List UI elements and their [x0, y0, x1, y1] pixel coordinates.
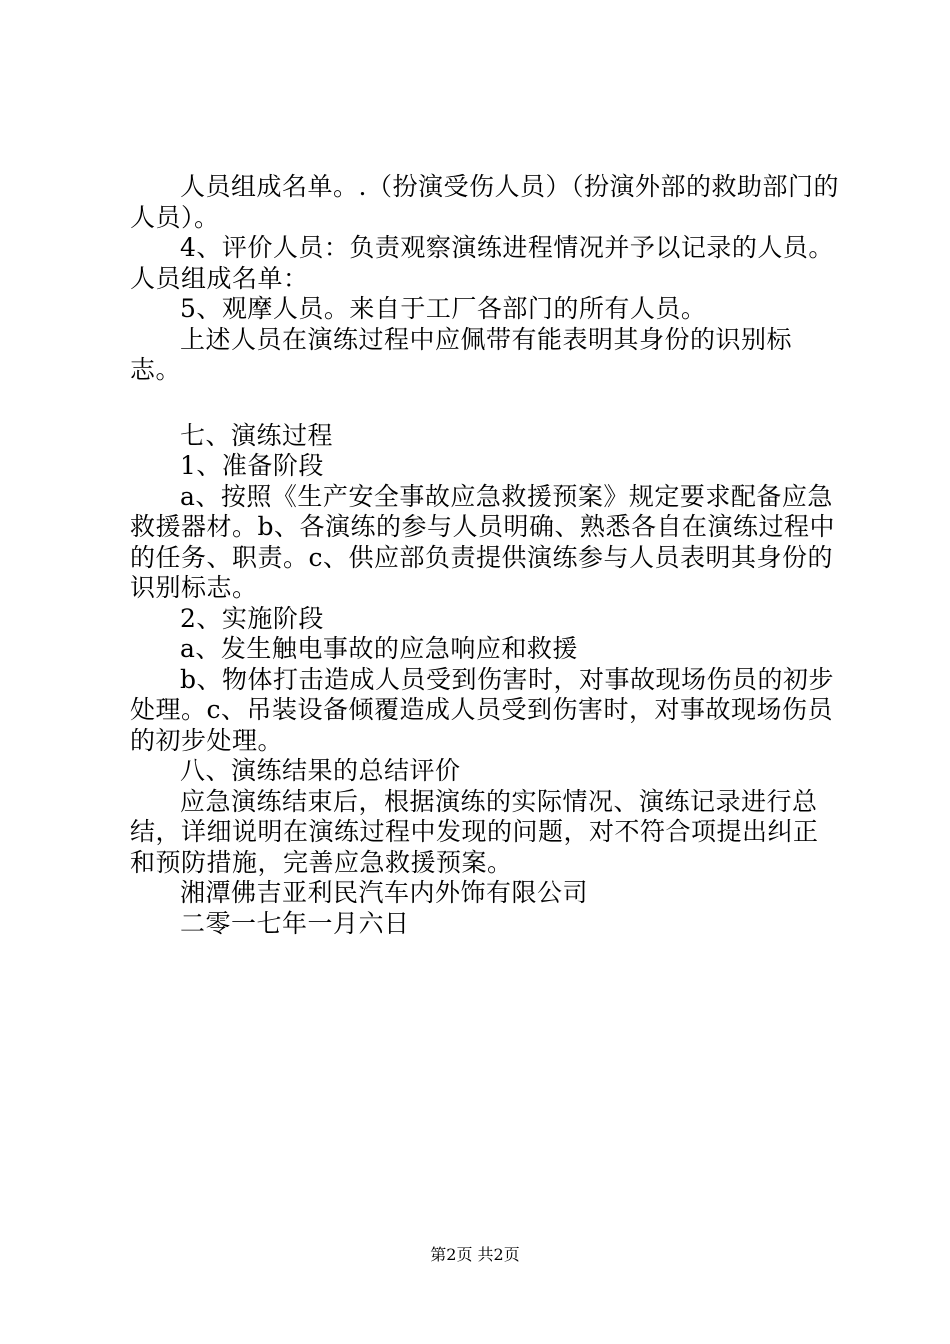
subheading-implementation-stage: 2、实施阶段	[180, 603, 324, 633]
paragraph-personnel-list: 人员组成名单。.（扮演受伤人员）（扮演外部的救助部门的人员）。	[130, 172, 839, 232]
paragraph-summary-details: 应急演练结束后，根据演练的实际情况、演练记录进行总结，详细说明在演练过程中发现的问题，对不符合项提出纠正和预防措施，完善应急救援预案。	[130, 786, 819, 877]
paragraph-identification: 上述人员在演练过程中应佩带有能表明其身份的识别标志。	[130, 324, 793, 384]
document-body	[130, 172, 840, 939]
section-heading-drill-process: 七、演练过程	[180, 420, 334, 450]
document-date: 二零一七年一月六日	[180, 908, 410, 938]
paragraph-observers: 5、观摩人员。来自于工厂各部门的所有人员。	[180, 294, 707, 323]
section-heading-summary-evaluation: 八、演练结果的总结评价	[180, 756, 461, 785]
paragraph-preparation-details: a、按照《生产安全事故应急救援预案》规定要求配备应急救援器材。b、各演练的参与人员明确、熟悉各自在演练过程中的任务、职责。c、供应部负责提供演练参与人员表明其身份的识别标志。	[130, 481, 836, 602]
page-number: 第2页 共2页	[430, 1245, 520, 1264]
company-name: 湘潭佛吉亚利民汽车内外饰有限公司	[180, 878, 589, 907]
paragraph-electric-shock-response: a、发生触电事故的应急响应和救援	[180, 634, 578, 663]
page-footer	[0, 1245, 950, 1265]
subheading-preparation-stage: 1、准备阶段	[180, 451, 324, 480]
paragraph-injury-handling: b、物体打击造成人员受到伤害时，对事故现场伤员的初步处理。c、吊装设备倾覆造成人员受到伤害时，对事故现场伤员的初步处理。	[130, 664, 835, 755]
paragraph-evaluators: 4、评价人员：负责观察演练进程情况并予以记录的人员。人员组成名单：	[130, 233, 834, 293]
